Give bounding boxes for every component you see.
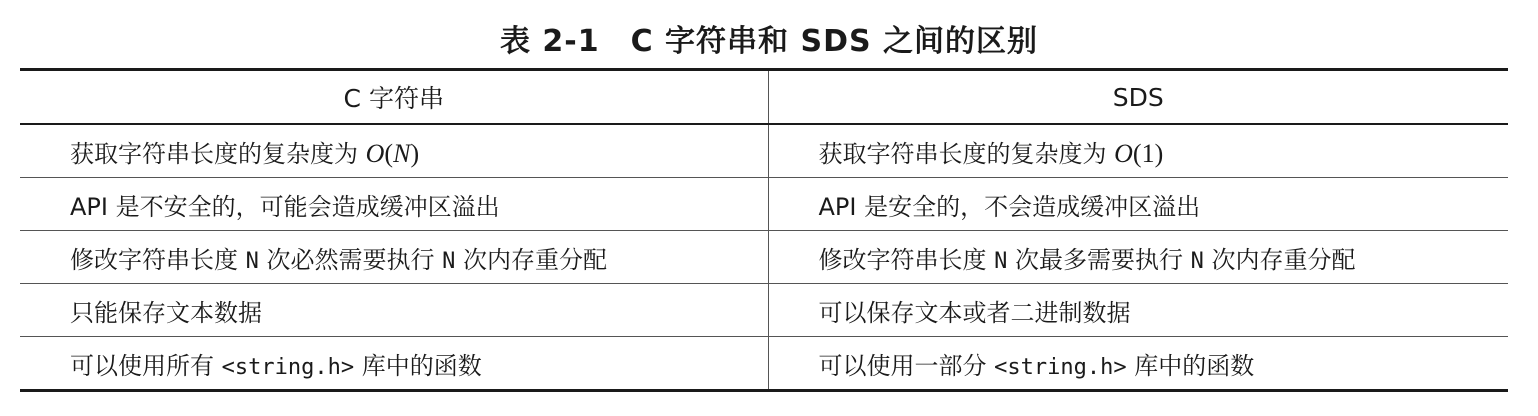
paren-close: ) — [410, 138, 420, 168]
code-n: N — [442, 248, 456, 274]
paren-open: ( — [1132, 138, 1142, 168]
cell-sds-string-h — [768, 337, 1508, 391]
cell-sds-length-complexity — [768, 124, 1508, 178]
cell-text: 次内存重分配 — [455, 245, 608, 274]
big-o-argument: 1 — [1141, 138, 1155, 168]
cell-text: 修改字符串长度 — [818, 245, 995, 274]
header-row — [20, 70, 1508, 125]
cell-sds-data-type: 可以保存文本或者二进制数据 — [768, 284, 1508, 337]
cell-text: 修改字符串长度 — [70, 245, 246, 274]
cell-text: 可以使用所有 — [70, 351, 222, 380]
cell-text: 获取字符串长度的复杂度为 — [818, 139, 1115, 168]
code-string-h: <string.h> — [994, 354, 1127, 380]
cell-c-length-complexity — [20, 124, 768, 178]
big-o-symbol: O — [365, 138, 385, 168]
cell-text: 次必然需要执行 — [258, 245, 443, 274]
code-string-h: <string.h> — [221, 354, 355, 380]
code-n: N — [1190, 248, 1204, 274]
cell-c-string-h — [20, 337, 768, 391]
cell-sds-reallocation — [768, 231, 1508, 284]
code-n: N — [994, 248, 1008, 274]
table-row — [20, 284, 1508, 337]
big-o-symbol: O — [1114, 138, 1133, 168]
table-row — [20, 337, 1508, 391]
cell-text: 库中的函数 — [1126, 351, 1255, 380]
cell-text: 获取字符串长度的复杂度为 — [70, 139, 366, 168]
comparison-table — [20, 68, 1508, 392]
cell-text: 库中的函数 — [354, 351, 482, 380]
cell-c-data-type: 只能保存文本数据 — [20, 284, 768, 337]
big-o-argument: N — [393, 138, 411, 168]
cell-c-reallocation — [20, 231, 768, 284]
table-row — [20, 178, 1508, 231]
header-c-string: C 字符串 — [20, 70, 768, 125]
cell-text: 可以使用一部分 — [818, 351, 995, 380]
code-n: N — [245, 248, 259, 274]
header-sds: SDS — [768, 70, 1508, 125]
paren-open: ( — [384, 138, 394, 168]
table-caption: 表 2-1 C 字符串和 SDS 之间的区别 — [499, 24, 1039, 59]
paren-close: ) — [1154, 138, 1164, 168]
cell-text: 次内存重分配 — [1203, 245, 1356, 274]
table-row — [20, 231, 1508, 284]
table-row — [20, 124, 1508, 178]
cell-sds-api-safety: API 是安全的，不会造成缓冲区溢出 — [768, 178, 1508, 231]
cell-c-api-safety: API 是不安全的，可能会造成缓冲区溢出 — [20, 178, 768, 231]
cell-text: 次最多需要执行 — [1007, 245, 1191, 274]
